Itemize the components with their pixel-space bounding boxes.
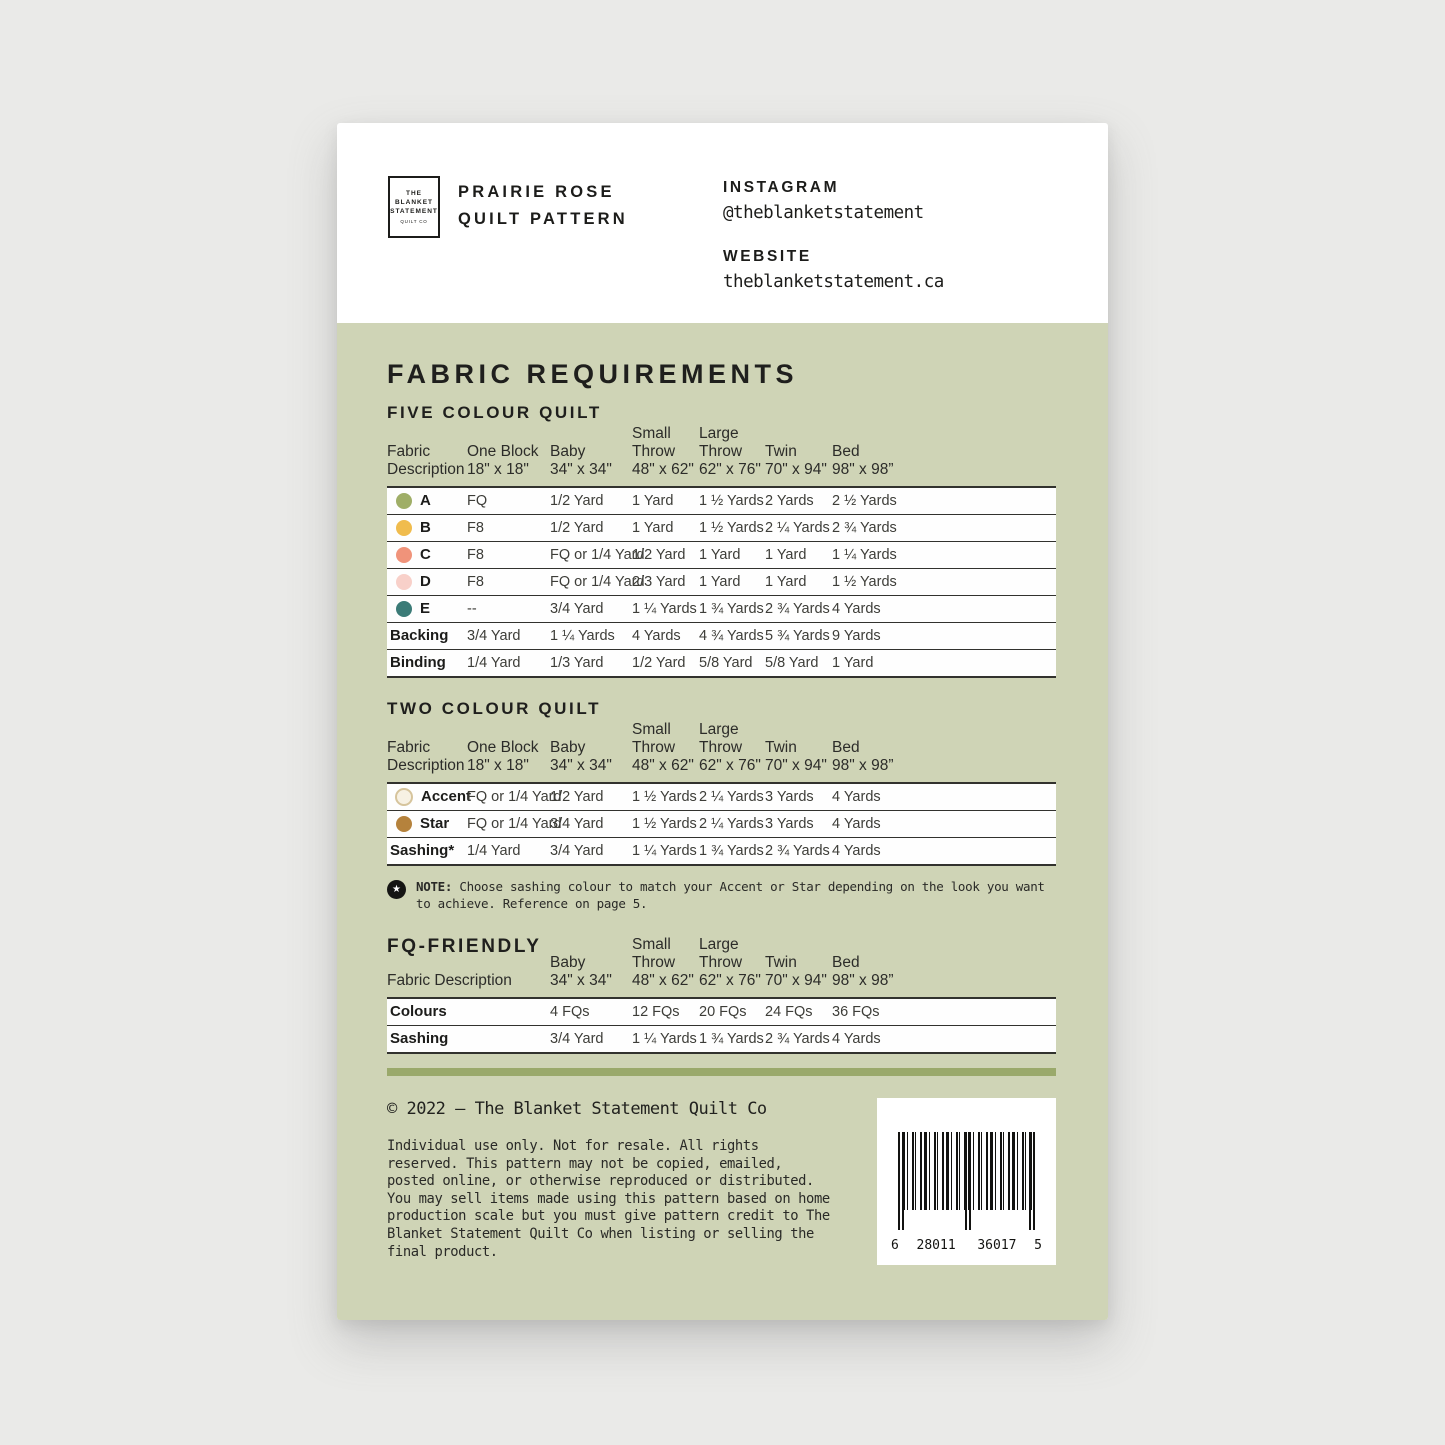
column-header-fabric: Fabric Description bbox=[387, 739, 465, 774]
yardage-cell: 1 ¼ Yards bbox=[550, 628, 615, 644]
yardage-cell: 3/4 Yard bbox=[467, 628, 521, 644]
five-colour-table-header bbox=[387, 425, 1056, 486]
fabric-row-a: A FQ 1/2 Yard 1 Yard 1 ½ Yards 2 Yards 2 ½ Yards bbox=[387, 488, 1056, 514]
five-colour-table-body bbox=[387, 486, 1056, 678]
yardage-cell: F8 bbox=[467, 574, 484, 590]
barcode-digits: 6 28011 36017 5 bbox=[891, 1238, 1042, 1253]
yardage-cell: 1/2 Yard bbox=[550, 493, 604, 509]
yardage-cell: 1/2 Yard bbox=[632, 655, 686, 671]
fabric-requirements-panel bbox=[337, 323, 1108, 1320]
yardage-cell: 3 Yards bbox=[765, 789, 814, 805]
yardage-cell: 1 Yard bbox=[699, 547, 741, 563]
sashing-note bbox=[387, 879, 1056, 912]
yardage-cell: 1 Yard bbox=[765, 574, 807, 590]
fq-friendly-table-body bbox=[387, 997, 1056, 1054]
fq-friendly-heading: FQ-FRIENDLY bbox=[387, 936, 542, 957]
yardage-cell: 1/4 Yard bbox=[467, 843, 521, 859]
legal-text: Individual use only. Not for resale. All rights reserved. This pattern may not be copied, emailed, posted online, or otherwise reproduced or distributed. You may sell items made using this pattern based on home production scale but you must give pattern credit to The Blanket Statement Quilt Co when listing or selling the final product. bbox=[387, 1138, 830, 1260]
backing-row: Backing 3/4 Yard 1 ¼ Yards 4 Yards 4 ¾ Yards 5 ¾ Yards 9 Yards bbox=[387, 622, 1056, 649]
yardage-cell: 1 ¼ Yards bbox=[632, 601, 697, 617]
column-header-baby: Baby 34" x 34" bbox=[550, 954, 612, 989]
yardage-cell: 1 ¼ Yards bbox=[632, 1031, 697, 1047]
yardage-cell: 1/3 Yard bbox=[550, 655, 604, 671]
column-header-large-throw: Large Throw 62" x 76" bbox=[699, 936, 761, 989]
yardage-cell: 2 ¼ Yards bbox=[765, 520, 830, 536]
yardage-cell: 3/4 Yard bbox=[550, 1031, 604, 1047]
fq-friendly-table-header bbox=[387, 936, 1056, 997]
yardage-cell: FQ bbox=[467, 493, 488, 509]
yardage-cell: F8 bbox=[467, 520, 484, 536]
website-label: WEBSITE bbox=[723, 248, 812, 265]
barcode bbox=[877, 1098, 1056, 1265]
fabric-e-swatch bbox=[396, 601, 412, 617]
copyright-line: © 2022 – The Blanket Statement Quilt Co bbox=[387, 1099, 767, 1119]
star-row: Star FQ or 1/4 Yard 3/4 Yard 1 ½ Yards 2 ¼ Yards 3 Yards 4 Yards bbox=[387, 810, 1056, 837]
yardage-cell: 1 Yard bbox=[832, 655, 874, 671]
fabric-row-c: C F8 FQ or 1/4 Yard 1/2 Yard 1 Yard 1 Yard 1 ¼ Yards bbox=[387, 541, 1056, 568]
yardage-cell: F8 bbox=[467, 547, 484, 563]
yardage-cell: 2/3 Yard bbox=[632, 574, 686, 590]
yardage-cell: 1 ½ Yards bbox=[632, 816, 697, 832]
fabric-row-e: E -- 3/4 Yard 1 ¼ Yards 1 ¾ Yards 2 ¾ Yards 4 Yards bbox=[387, 595, 1056, 622]
column-header-bed: Bed 98" x 98” bbox=[832, 739, 894, 774]
column-header-large-throw: Large Throw 62" x 76" bbox=[699, 425, 761, 478]
yardage-cell: 1 Yard bbox=[699, 574, 741, 590]
two-colour-table-header bbox=[387, 721, 1056, 782]
yardage-cell: 2 ¼ Yards bbox=[699, 816, 764, 832]
pattern-title-line: QUILT PATTERN bbox=[458, 210, 628, 228]
yardage-cell: -- bbox=[467, 601, 477, 617]
column-header-baby: Baby 34" x 34" bbox=[550, 739, 612, 774]
yardage-cell: 1/2 Yard bbox=[550, 520, 604, 536]
logo-text: STATEMENT bbox=[390, 208, 438, 215]
sashing-row: Sashing 3/4 Yard 1 ¼ Yards 1 ¾ Yards 2 ¾ Yards 4 Yards bbox=[387, 1025, 1056, 1052]
yardage-cell: 1 ½ Yards bbox=[699, 520, 764, 536]
column-header-twin: Twin 70" x 94" bbox=[765, 443, 827, 478]
column-header-large-throw: Large Throw 62" x 76" bbox=[699, 721, 761, 774]
pattern-title-line: PRAIRIE ROSE bbox=[458, 183, 615, 201]
yardage-cell: 1 ¼ Yards bbox=[832, 547, 897, 563]
yardage-cell: 3/4 Yard bbox=[550, 843, 604, 859]
yardage-cell: 4 Yards bbox=[832, 601, 881, 617]
column-header-small-throw: Small Throw 48" x 62" bbox=[632, 425, 694, 478]
fabric-row-b: B F8 1/2 Yard 1 Yard 1 ½ Yards 2 ¼ Yards 2 ¾ Yards bbox=[387, 514, 1056, 541]
note-star-icon: ★ bbox=[387, 880, 406, 899]
yardage-cell: 9 Yards bbox=[832, 628, 881, 644]
sashing-row: Sashing* 1/4 Yard 3/4 Yard 1 ¼ Yards 1 ¾ Yards 2 ¾ Yards 4 Yards bbox=[387, 837, 1056, 864]
yardage-cell: 4 Yards bbox=[832, 843, 881, 859]
yardage-cell: 20 FQs bbox=[699, 1004, 747, 1020]
yardage-cell: 36 FQs bbox=[832, 1004, 880, 1020]
yardage-cell: 1/2 Yard bbox=[632, 547, 686, 563]
yardage-cell: 1 ½ Yards bbox=[832, 574, 897, 590]
instagram-handle: @theblanketstatement bbox=[723, 203, 924, 223]
yardage-cell: 2 ¾ Yards bbox=[765, 1031, 830, 1047]
yardage-cell: 1 ½ Yards bbox=[699, 493, 764, 509]
yardage-cell: 4 ¾ Yards bbox=[699, 628, 764, 644]
column-header-small-throw: Small Throw 48" x 62" bbox=[632, 936, 694, 989]
pattern-back-cover-card bbox=[337, 123, 1108, 1320]
yardage-cell: FQ or 1/4 Yard bbox=[467, 816, 562, 832]
logo-text: BLANKET bbox=[394, 199, 434, 206]
yardage-cell: 12 FQs bbox=[632, 1004, 680, 1020]
column-header-bed: Bed 98" x 98” bbox=[832, 954, 894, 989]
accent-swatch bbox=[395, 788, 413, 806]
yardage-cell: 5/8 Yard bbox=[765, 655, 819, 671]
yardage-cell: 2 ½ Yards bbox=[832, 493, 897, 509]
yardage-cell: 1/2 Yard bbox=[550, 789, 604, 805]
yardage-cell: 24 FQs bbox=[765, 1004, 813, 1020]
column-header-one-block: One Block 18" x 18" bbox=[467, 443, 539, 478]
yardage-cell: 2 ¼ Yards bbox=[699, 789, 764, 805]
column-header-fabric: Fabric Description bbox=[387, 443, 465, 478]
yardage-cell: 2 ¾ Yards bbox=[832, 520, 897, 536]
yardage-cell: 1 ¾ Yards bbox=[699, 601, 764, 617]
yardage-cell: 4 FQs bbox=[550, 1004, 590, 1020]
fabric-a-swatch bbox=[396, 493, 412, 509]
legal-block bbox=[387, 1098, 877, 1265]
yardage-cell: 3 Yards bbox=[765, 816, 814, 832]
yardage-cell: 3/4 Yard bbox=[550, 601, 604, 617]
yardage-cell: 1 ½ Yards bbox=[632, 789, 697, 805]
two-colour-heading: TWO COLOUR QUILT bbox=[387, 699, 602, 718]
note-text: NOTE: Choose sashing colour to match your Accent or Star depending on the look you want to achieve. Reference on page 5. bbox=[416, 879, 1045, 911]
fabric-b-swatch bbox=[396, 520, 412, 536]
column-header-twin: Twin 70" x 94" bbox=[765, 954, 827, 989]
yardage-cell: 2 ¾ Yards bbox=[765, 601, 830, 617]
yardage-cell: 4 Yards bbox=[832, 816, 881, 832]
fabric-d-swatch bbox=[396, 574, 412, 590]
yardage-cell: 1 Yard bbox=[632, 493, 674, 509]
yardage-cell: 4 Yards bbox=[832, 1031, 881, 1047]
yardage-cell: 3/4 Yard bbox=[550, 816, 604, 832]
yardage-cell: FQ or 1/4 Yard bbox=[550, 574, 645, 590]
two-colour-table-body bbox=[387, 782, 1056, 866]
yardage-cell: 1 ¾ Yards bbox=[699, 1031, 764, 1047]
contact-block bbox=[723, 179, 944, 293]
five-colour-heading: FIVE COLOUR QUILT bbox=[387, 403, 602, 422]
column-header-bed: Bed 98" x 98” bbox=[832, 443, 894, 478]
yardage-cell: 2 Yards bbox=[765, 493, 814, 509]
column-header-baby: Baby 34" x 34" bbox=[550, 443, 612, 478]
card-header bbox=[337, 123, 1108, 323]
column-header-small-throw: Small Throw 48" x 62" bbox=[632, 721, 694, 774]
colours-row: Colours 4 FQs 12 FQs 20 FQs 24 FQs 36 FQs bbox=[387, 999, 1056, 1025]
pattern-title bbox=[458, 179, 628, 233]
instagram-label: INSTAGRAM bbox=[723, 179, 840, 196]
star-swatch bbox=[396, 816, 412, 832]
divider-bar bbox=[387, 1068, 1056, 1076]
footer bbox=[387, 1098, 1056, 1265]
yardage-cell: 2 ¾ Yards bbox=[765, 843, 830, 859]
yardage-cell: 1/4 Yard bbox=[467, 655, 521, 671]
logo-subtext: QUILT CO bbox=[400, 219, 428, 224]
brand-logo bbox=[388, 176, 440, 238]
website-url: theblanketstatement.ca bbox=[723, 272, 944, 292]
yardage-cell: 1 ¼ Yards bbox=[632, 843, 697, 859]
column-header-one-block: One Block 18" x 18" bbox=[467, 739, 539, 774]
yardage-cell: 4 Yards bbox=[632, 628, 681, 644]
yardage-cell: 4 Yards bbox=[832, 789, 881, 805]
fabric-row-d: D F8 FQ or 1/4 Yard 2/3 Yard 1 Yard 1 Yard 1 ½ Yards bbox=[387, 568, 1056, 595]
yardage-cell: 1 Yard bbox=[632, 520, 674, 536]
page-title: FABRIC REQUIREMENTS bbox=[387, 359, 799, 389]
yardage-cell: 5 ¾ Yards bbox=[765, 628, 830, 644]
yardage-cell: FQ or 1/4 Yard bbox=[550, 547, 645, 563]
yardage-cell: 1 Yard bbox=[765, 547, 807, 563]
column-header-fabric-description: FQ-FRIENDLY Fabric Description bbox=[387, 936, 550, 990]
binding-row: Binding 1/4 Yard 1/3 Yard 1/2 Yard 5/8 Yard 5/8 Yard 1 Yard bbox=[387, 649, 1056, 676]
accent-row: Accent FQ or 1/4 Yard 1/2 Yard 1 ½ Yards 2 ¼ Yards 3 Yards 4 Yards bbox=[387, 784, 1056, 810]
yardage-cell: 5/8 Yard bbox=[699, 655, 753, 671]
fabric-c-swatch bbox=[396, 547, 412, 563]
yardage-cell: FQ or 1/4 Yard bbox=[467, 789, 562, 805]
column-header-twin: Twin 70" x 94" bbox=[765, 739, 827, 774]
logo-text: THE bbox=[406, 190, 422, 197]
yardage-cell: 1 ¾ Yards bbox=[699, 843, 764, 859]
